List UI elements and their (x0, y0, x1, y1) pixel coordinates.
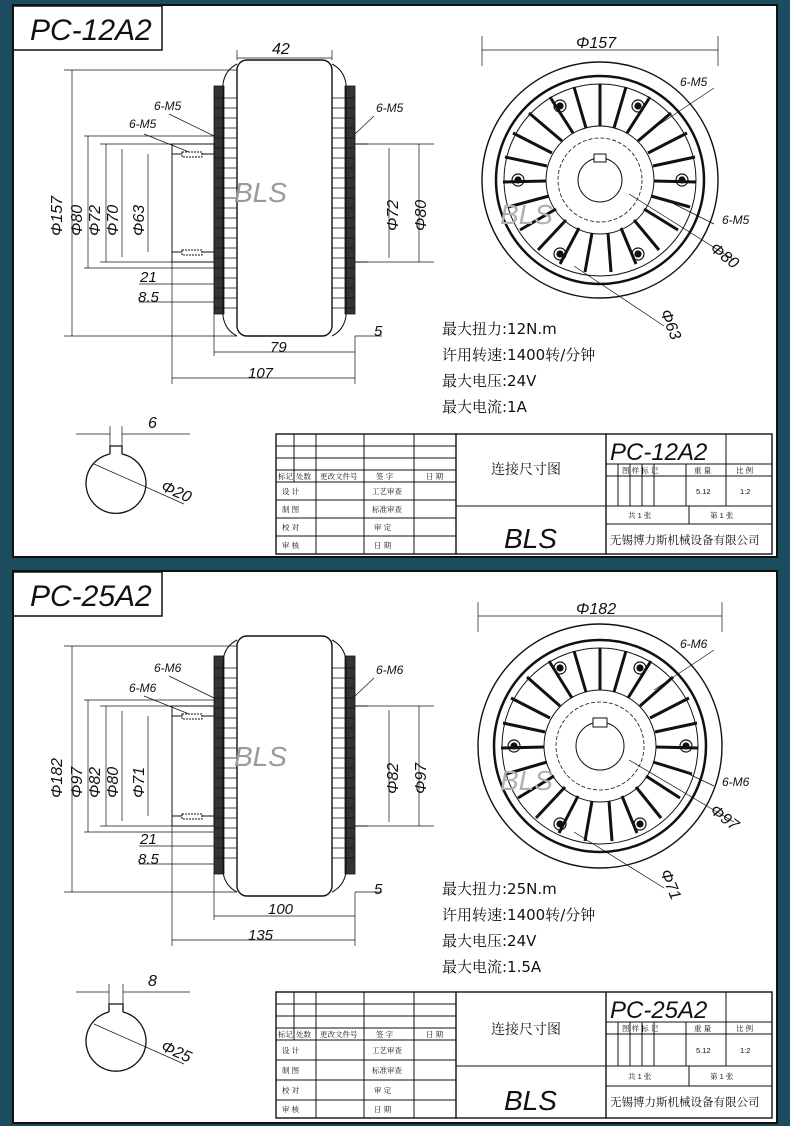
specs-list (442, 320, 595, 416)
sign-label: 工艺审查 (372, 487, 402, 496)
sheet-no: 第 1 张 (710, 1072, 734, 1081)
title-rev-headers (278, 471, 444, 481)
front-dia-outer: Φ182 (576, 601, 617, 618)
front-note-mid: 6-M5 (722, 213, 750, 227)
scale-value: 1:2 (740, 1046, 751, 1055)
front-note-mid: 6-M6 (722, 775, 750, 789)
rev-header: 日 期 (426, 472, 444, 481)
spec-speed: 许用转速:1400转/分钟 (442, 346, 596, 364)
dim-8-5: 8.5 (138, 289, 159, 306)
dim-right-dia-b: Φ97 (413, 762, 430, 794)
rev-header: 更改文件号 (320, 472, 358, 481)
rev-header: 签 字 (376, 472, 394, 481)
watermark-side: BLS (234, 177, 287, 208)
spec-voltage: 最大电压:24V (442, 372, 537, 390)
drawing-sheet-1 (12, 4, 778, 558)
brand-name: BLS (504, 523, 557, 554)
rev-header: 处数 (296, 1030, 311, 1039)
dim-5: 5 (374, 323, 383, 340)
dim-8-5: 8.5 (138, 851, 159, 868)
note-flange-left: 6-M6 (154, 661, 182, 675)
dim-dia-outer: Φ157 (49, 195, 66, 236)
drawing-name: 连接尺寸图 (491, 1022, 561, 1038)
dim-width-top: 42 (272, 41, 290, 58)
dim-21: 21 (140, 831, 157, 848)
title-model: PC-25A2 (610, 997, 708, 1024)
sign-label: 工艺审查 (372, 1046, 402, 1055)
dim-dia-d: Φ71 (131, 766, 148, 798)
sign-label: 制 图 (282, 505, 300, 514)
rev-header: 日 期 (426, 1030, 444, 1039)
specs-list (442, 880, 595, 976)
dim-dia-outer: Φ182 (49, 757, 66, 798)
rev-header: 标记 (278, 472, 293, 481)
sign-label: 审 核 (282, 541, 300, 550)
rev-header: 标记 (278, 1030, 293, 1039)
spec-current: 最大电流:1A (442, 398, 527, 416)
dim-inner: 100 (268, 901, 294, 918)
dim-right-dia-a: Φ72 (385, 199, 402, 231)
front-dia-97: Φ97 (706, 801, 742, 835)
front-dia-outer: Φ157 (576, 35, 617, 52)
rev-header: 签 字 (376, 1030, 394, 1039)
sign-label: 设 计 (282, 487, 300, 496)
sign-label: 日 期 (374, 1105, 392, 1114)
note-hole-left: 6-M6 (129, 681, 157, 695)
rev-header: 更改文件号 (320, 1030, 358, 1039)
note-flange-left: 6-M5 (154, 99, 182, 113)
dim-dia-b: Φ82 (87, 766, 104, 798)
watermark-side: BLS (234, 741, 287, 772)
col-header-scale: 比 例 (736, 1024, 754, 1033)
sign-label: 审 定 (374, 1086, 392, 1095)
col-header-mark: 图 样 标 记 (622, 466, 659, 475)
dim-dia-a: Φ97 (69, 766, 86, 798)
weight-value: 5.12 (696, 487, 711, 496)
model-label: PC-25A2 (30, 580, 152, 613)
watermark-front: BLS (500, 765, 553, 796)
brand-name: BLS (504, 1085, 557, 1116)
company-name: 无锡博力斯机械设备有限公司 (610, 1095, 760, 1109)
sign-label: 审 核 (282, 1105, 300, 1114)
spec-voltage: 最大电压:24V (442, 932, 537, 950)
drawing-canvas-1 (14, 6, 776, 556)
dim-total: 135 (248, 927, 274, 944)
sign-label: 校 对 (282, 1086, 300, 1095)
drawing-name: 连接尺寸图 (491, 462, 561, 478)
sign-label: 制 图 (282, 1066, 300, 1075)
front-dia-71: Φ71 (656, 867, 684, 903)
dim-right-dia-a: Φ82 (385, 762, 402, 794)
watermark-front: BLS (500, 199, 553, 230)
title-rev-headers (278, 1029, 444, 1039)
key-width: 6 (148, 415, 157, 432)
front-note-top: 6-M6 (680, 637, 708, 651)
spec-current: 最大电流:1.5A (442, 958, 542, 976)
note-flange-right: 6-M5 (376, 101, 404, 115)
front-dia-80: Φ80 (706, 239, 742, 273)
drawing-sheet-2 (12, 570, 778, 1124)
key-width: 8 (148, 973, 157, 990)
dim-right-dia-b: Φ80 (413, 199, 430, 231)
spec-speed: 许用转速:1400转/分钟 (442, 906, 596, 924)
sign-label: 标准审查 (372, 1066, 402, 1075)
sheet-no: 第 1 张 (710, 511, 734, 520)
dim-21: 21 (140, 269, 157, 286)
dim-dia-d: Φ63 (131, 204, 148, 236)
col-header-weight: 重 量 (694, 1024, 712, 1033)
spec-torque: 最大扭力:25N.m (442, 880, 557, 898)
front-note-top: 6-M5 (680, 75, 708, 89)
col-header-mark: 图 样 标 记 (622, 1024, 659, 1033)
spec-torque: 最大扭力:12N.m (442, 320, 557, 338)
dim-5: 5 (374, 881, 383, 898)
right-fins (332, 656, 355, 874)
sign-label: 审 定 (374, 523, 392, 532)
rev-header: 处数 (296, 472, 311, 481)
sheet-total: 共 1 张 (628, 511, 652, 520)
drawing-canvas-2 (14, 572, 776, 1122)
model-label: PC-12A2 (30, 14, 152, 47)
sign-label: 日 期 (374, 541, 392, 550)
shaft-dia: Φ20 (158, 478, 194, 507)
dim-inner: 79 (270, 339, 287, 356)
key-detail (76, 426, 190, 513)
dim-total: 107 (248, 365, 274, 382)
dim-dia-b: Φ72 (87, 204, 104, 236)
front-dia-63: Φ63 (656, 307, 684, 343)
col-header-scale: 比 例 (736, 466, 754, 475)
note-flange-right: 6-M6 (376, 663, 404, 677)
company-name: 无锡博力斯机械设备有限公司 (610, 533, 760, 547)
dim-dia-a: Φ80 (69, 204, 86, 236)
note-hole-left: 6-M5 (129, 117, 157, 131)
weight-value: 5.12 (696, 1046, 711, 1055)
sign-label: 标准审查 (372, 505, 402, 514)
dim-dia-c: Φ80 (105, 766, 122, 798)
sheet-total: 共 1 张 (628, 1072, 652, 1081)
col-header-weight: 重 量 (694, 466, 712, 475)
scale-value: 1:2 (740, 487, 751, 496)
right-fins (332, 86, 355, 314)
dim-dia-c: Φ70 (105, 204, 122, 236)
title-model: PC-12A2 (610, 439, 708, 466)
sign-label: 设 计 (282, 1046, 300, 1055)
shaft-dia: Φ25 (158, 1038, 194, 1067)
sign-label: 校 对 (282, 523, 300, 532)
